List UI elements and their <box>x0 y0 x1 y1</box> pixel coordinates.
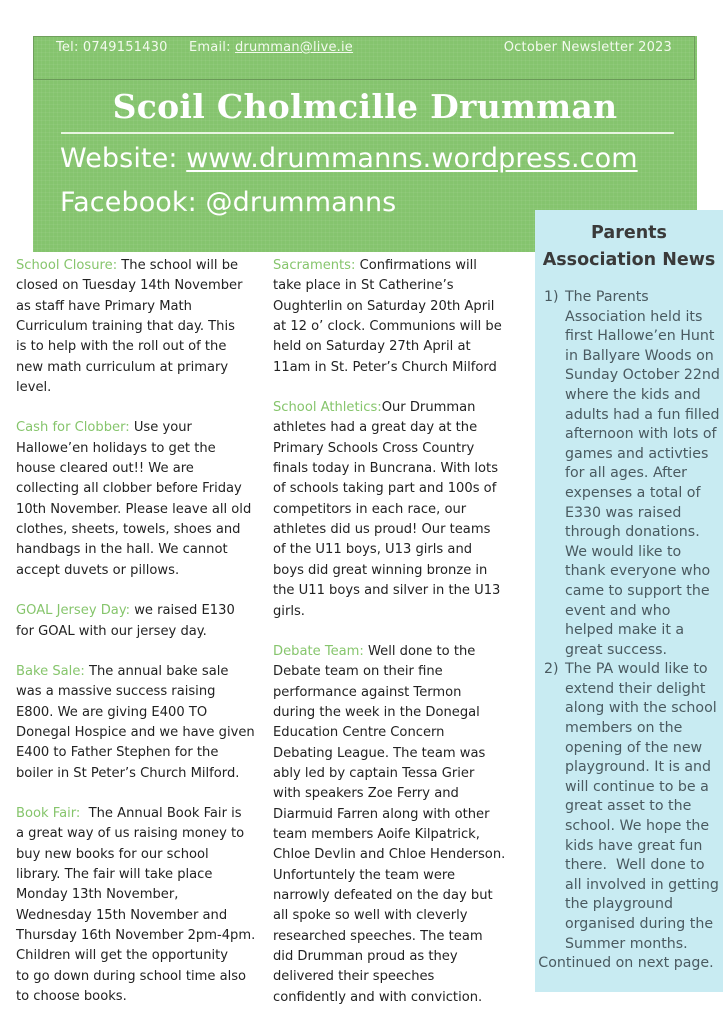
article-line <box>16 297 258 317</box>
item-number: 2) <box>544 661 559 678</box>
article-text: Education Centre Concern <box>273 725 445 741</box>
item-line: came to support the <box>565 582 710 599</box>
article-text: confidently and with conviction. <box>273 989 483 1005</box>
article-text: Use your <box>129 420 192 436</box>
email-link[interactable]: drumman@live.ie <box>234 40 354 55</box>
article-text: Debating League. The team was <box>273 745 486 761</box>
article-line <box>16 662 258 682</box>
article-line <box>16 622 258 642</box>
article-line <box>16 358 258 378</box>
article-text: level. <box>16 380 52 396</box>
article-heading: Book Fair: <box>16 805 81 821</box>
item-line: the playground <box>565 896 674 913</box>
article-text: girls. <box>273 603 305 619</box>
item-line: adults had a fun filled <box>565 406 720 423</box>
article-line <box>273 988 519 1008</box>
item-line: will continue to be a <box>565 778 709 795</box>
article-line <box>273 581 519 601</box>
article-heading: Debate Team: <box>273 643 364 659</box>
article-text: Diarmuid Farren along with other <box>273 806 490 822</box>
article-line <box>16 682 258 702</box>
article-text: buy new books for our school <box>16 846 209 862</box>
item-line: Summer months. <box>565 935 688 952</box>
article-text: Oughterlin on Saturday 20th April <box>273 298 495 314</box>
article-line <box>16 479 258 499</box>
article-line <box>273 744 519 764</box>
article-line <box>16 601 258 621</box>
article-line <box>273 337 519 357</box>
article <box>16 804 258 1007</box>
item-line: there. Well done to <box>565 857 705 874</box>
parents-association-box <box>535 210 723 992</box>
article-line <box>273 683 519 703</box>
article-line <box>273 967 519 987</box>
continued-note: Continued on next page. <box>538 955 714 972</box>
article-text: of the U11 boys, U13 girls and <box>273 542 473 558</box>
article-line <box>16 946 258 966</box>
article-line <box>16 723 258 743</box>
article-line <box>16 418 258 438</box>
article-line <box>273 358 519 378</box>
article-text: Debate team on their fine <box>273 664 443 680</box>
article-text: Our Drumman <box>381 400 476 416</box>
article-text: Primary Schools Cross Country <box>273 440 475 456</box>
article-line <box>16 500 258 520</box>
section-spacer <box>16 784 258 804</box>
article-text: as staff have Primary Math <box>16 298 192 314</box>
article-line <box>273 845 519 865</box>
item-line: playground. It is and <box>565 759 712 776</box>
article-text: with speakers Zoe Ferry and <box>273 786 459 802</box>
article <box>16 418 258 581</box>
article-line <box>273 662 519 682</box>
article-text: Hallowe’en holidays to get the <box>16 440 216 456</box>
item-number: 1) <box>544 289 559 305</box>
article-text: researched speeches. The team <box>273 928 483 944</box>
article-text: 11am in St. Peter’s Church Milford <box>273 359 497 375</box>
article-text: athletes had a great day at the <box>273 420 478 436</box>
article-line <box>273 927 519 947</box>
item-line: all involved in getting <box>565 876 719 893</box>
article-line <box>16 824 258 844</box>
facebook-handle: Facebook: @drummanns <box>60 187 397 218</box>
article-text: Unfortuntely the team were <box>273 867 456 883</box>
article-text: take place in St Catherine’s <box>273 278 454 294</box>
article-line <box>273 418 519 438</box>
article-line <box>16 703 258 723</box>
item-line: organised during the <box>565 916 714 932</box>
website-row <box>60 143 638 174</box>
item-line: kids have great fun <box>565 837 703 854</box>
article <box>273 398 519 622</box>
item-line: helped make it a <box>565 622 685 639</box>
item-line: The Parents <box>565 289 649 305</box>
item-line: in Ballyare Woods on <box>565 347 714 364</box>
article-text: handbags in the hall. We cannot <box>16 542 228 558</box>
article-text: accept duvets or pillows. <box>16 562 180 578</box>
article-text: ably led by captain Tessa Grier <box>273 765 475 781</box>
article-text: the U11 boys and silver in the U13 <box>273 583 501 599</box>
article-text: team members Aoife Kilpatrick, <box>273 826 480 842</box>
article-line <box>16 256 258 276</box>
article-text: held on Saturday 27th April at <box>273 339 471 355</box>
article-text: house cleared out!! We are <box>16 461 194 477</box>
article-line <box>16 906 258 926</box>
item-line: for all ages. After <box>565 465 688 482</box>
article-line <box>16 337 258 357</box>
column-left <box>16 256 258 1007</box>
item-line: thank everyone who <box>565 563 711 580</box>
article-text: competitors in each race, our <box>273 501 467 517</box>
article-text: closed on Tuesday 14th November <box>16 278 243 294</box>
article-text: all spoke so well with cleverly <box>273 908 468 924</box>
item-line: first Hallowe’en Hunt <box>565 328 715 345</box>
article-line <box>16 439 258 459</box>
telephone: Tel: 0749151430 <box>56 40 168 55</box>
item-line: event and who <box>565 602 671 619</box>
article-line <box>16 378 258 398</box>
article-text: of schools taking part and 100s of <box>273 481 497 497</box>
article-text: is to help with the roll out of the <box>16 339 227 355</box>
article-text: Children will get the opportunity <box>16 948 229 964</box>
article-line <box>16 967 258 987</box>
item-line: E330 was raised <box>565 504 682 521</box>
article-line <box>16 561 258 581</box>
article-text: to choose books. <box>16 989 127 1004</box>
article-text: finals today in Buncrana. With lots <box>273 461 499 477</box>
item-line: afternoon with lots of <box>565 426 717 443</box>
item-line: great asset to the <box>565 798 692 815</box>
article-line <box>273 866 519 886</box>
article-line <box>16 459 258 479</box>
website-link[interactable]: www.drummanns.wordpress.com <box>186 143 638 174</box>
article-text: Monday 13th November, <box>16 887 179 903</box>
article-line <box>16 764 258 784</box>
article-text: The Annual Book Fair is <box>80 805 242 821</box>
article-line <box>16 865 258 885</box>
article-line <box>16 276 258 296</box>
pa-heading-line1: Parents <box>591 223 667 243</box>
article-line <box>16 845 258 865</box>
section-spacer <box>273 622 519 642</box>
article-line <box>273 439 519 459</box>
item-line: Sunday October 22nd <box>565 367 720 384</box>
article-text: The annual bake sale <box>84 663 229 679</box>
article-text: Confirmations will <box>355 258 477 273</box>
pa-heading-line2: Association News <box>542 250 716 270</box>
article-line <box>273 520 519 540</box>
article-text: narrowly defeated on the day but <box>273 887 493 903</box>
article-line <box>273 276 519 296</box>
contact-bar <box>33 36 695 80</box>
article-line <box>273 500 519 520</box>
article-heading: School Closure: <box>16 258 118 273</box>
article-line <box>273 561 519 581</box>
article-line <box>16 540 258 560</box>
article-line <box>273 459 519 479</box>
article-text: delivered their speeches <box>273 969 435 985</box>
pa-news-list <box>535 288 723 954</box>
article-text: athletes did us proud! Our teams <box>273 522 491 538</box>
article-line <box>273 479 519 499</box>
article-text: at 12 o’ clock. Communions will be <box>273 319 502 335</box>
article-text: 10th November. Please leave all old <box>16 501 252 517</box>
column-middle <box>273 256 519 1008</box>
article-text: clothes, sheets, towels, shoes and <box>16 522 241 538</box>
section-spacer <box>273 378 519 398</box>
article-line <box>16 317 258 337</box>
item-line: where the kids and <box>565 386 701 403</box>
item-line: We would like to <box>565 543 682 560</box>
item-line: school. We hope the <box>565 818 710 835</box>
item-line: members on the <box>565 720 683 737</box>
article-line <box>273 906 519 926</box>
article-line <box>16 520 258 540</box>
item-line: expenses a total of <box>565 484 701 501</box>
item-line: Association held its <box>565 308 703 325</box>
article-line <box>273 805 519 825</box>
article <box>273 256 519 378</box>
pa-news-item <box>535 660 723 954</box>
article-line <box>273 297 519 317</box>
article-line <box>16 926 258 946</box>
item-line: extend their delight <box>565 680 706 697</box>
article-text: performance against Termon <box>273 684 462 700</box>
article-line <box>273 723 519 743</box>
title-divider <box>61 132 674 134</box>
article-heading: Cash for Clobber: <box>16 420 130 436</box>
article-text: for GOAL with our jersey day. <box>16 623 207 639</box>
article-text: Well done to the <box>363 643 476 659</box>
article-line <box>16 743 258 763</box>
section-spacer <box>16 581 258 601</box>
article-text: did Drumman proud as they <box>273 949 458 964</box>
article-text: library. The fair will take place <box>16 866 213 882</box>
article-heading: School Athletics: <box>273 400 382 416</box>
article-line <box>273 256 519 276</box>
article-text: to go down during school time also <box>16 968 247 984</box>
item-line: opening of the new <box>565 739 703 756</box>
website-label: Website: <box>60 143 187 174</box>
article-text: Donegal Hospice and we have given <box>16 724 255 740</box>
article-heading: Bake Sale: <box>16 663 85 679</box>
article-text: Wednesday 15th November and <box>16 907 228 923</box>
article-line <box>273 947 519 967</box>
item-line: great success. <box>565 641 668 658</box>
article-text: E400 to Father Stephen for the <box>16 745 219 761</box>
article-line <box>273 703 519 723</box>
pa-heading <box>535 220 723 274</box>
email-label: Email: <box>189 40 235 55</box>
article-text: new math curriculum at primary <box>16 359 229 375</box>
section-spacer <box>16 398 258 418</box>
article-line <box>16 885 258 905</box>
article-text: Curriculum training that day. This <box>16 319 235 335</box>
article-text: collecting all clobber before Friday <box>16 481 242 497</box>
article-line <box>16 987 258 1007</box>
article-line <box>273 784 519 804</box>
article <box>273 642 519 1008</box>
article-line <box>273 642 519 662</box>
article-line <box>273 398 519 418</box>
article-text: during the week in the Donegal <box>273 704 480 720</box>
article-heading: GOAL Jersey Day: <box>16 603 131 619</box>
newsletter-date: October Newsletter 2023 <box>503 40 672 55</box>
section-spacer <box>16 642 258 662</box>
article <box>16 256 258 398</box>
item-line: through donations. <box>565 524 700 541</box>
article <box>16 601 258 642</box>
article-line <box>16 804 258 824</box>
article <box>16 662 258 784</box>
article-line <box>273 886 519 906</box>
email-row <box>189 40 353 55</box>
item-line: games and activties <box>565 445 709 462</box>
article-text: boiler in St Peter’s Church Milford. <box>16 765 240 781</box>
article-text: Thursday 16th November 2pm-4pm. <box>16 927 256 943</box>
article-line <box>273 602 519 622</box>
article-line <box>273 764 519 784</box>
article-text: was a massive success raising <box>16 684 216 700</box>
article-text: The school will be <box>117 258 239 273</box>
article-text: E800. We are giving E400 TO <box>16 704 208 720</box>
item-line: along with the school <box>565 700 717 717</box>
article-text: we raised E130 <box>130 603 235 619</box>
article-text: Chloe Devlin and Chloe Henderson. <box>273 847 506 863</box>
article-text: a great way of us raising money to <box>16 826 245 842</box>
article-text: boys did great winning bronze in <box>273 562 488 578</box>
article-line <box>273 317 519 337</box>
article-line <box>273 825 519 845</box>
pa-news-item <box>535 288 723 660</box>
item-line: The PA would like to <box>565 661 708 678</box>
article-heading: Sacraments: <box>273 258 356 273</box>
article-line <box>273 540 519 560</box>
school-name: Scoil Cholmcille Drumman <box>112 87 618 126</box>
